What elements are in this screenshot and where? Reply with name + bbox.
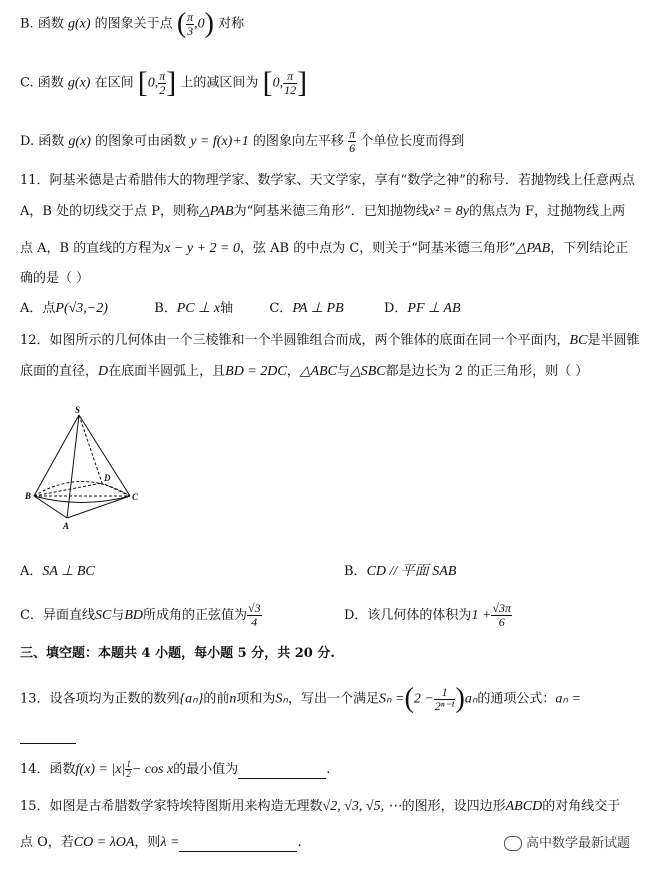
math: P(√3,−2): [55, 301, 108, 316]
text: 的对角线交于: [542, 799, 621, 814]
math: − cos x: [131, 762, 174, 777]
q13-answer-line: [20, 726, 76, 744]
option-label: D.: [20, 134, 35, 149]
math: 1 +: [471, 608, 492, 623]
text: ，下列结论正: [550, 241, 629, 256]
text: 的图象关于点: [94, 16, 173, 32]
text: 都是边长为 2 的正三角形，则（ ）: [385, 364, 589, 379]
answer-blank[interactable]: [20, 729, 76, 744]
bracket-open: [: [262, 66, 273, 99]
fraction-num: π: [187, 9, 194, 24]
label-s: S: [75, 405, 81, 415]
text: ，则: [134, 835, 161, 850]
text: 轴: [220, 301, 234, 316]
math: 0,: [147, 75, 159, 91]
pyramid-figure: [22, 405, 152, 535]
edge-sc: [79, 415, 130, 496]
text: 的前: [203, 691, 230, 707]
math: g(x): [68, 134, 91, 149]
answer-blank[interactable]: [179, 837, 297, 852]
paren-open: (: [404, 683, 414, 714]
fraction-num: √3π: [492, 601, 511, 615]
q11-line4: [20, 270, 89, 288]
text: 的焦点为 F，过抛物线上两: [468, 204, 626, 219]
q15-line1: [20, 798, 620, 816]
text: .: [297, 835, 302, 850]
text: 个单位长度而得到: [360, 134, 465, 149]
paren-open: (: [176, 8, 187, 39]
text: 12．如图所示的几何体由一个三棱锥和一个半圆锥组合而成，两个锥体的底面在同一个平面内，: [20, 333, 570, 348]
math: BD: [124, 608, 143, 623]
math: △SBC: [349, 364, 386, 379]
watermark: [504, 832, 630, 851]
option-label: B．: [344, 564, 367, 579]
edge-sb: [34, 415, 79, 496]
math: y = f(x)+1: [190, 134, 249, 149]
text: ，: [286, 364, 300, 379]
fraction: [283, 70, 297, 97]
text: 是半圆锥: [587, 333, 640, 348]
math: 2 −: [413, 691, 434, 707]
math: g(x): [67, 75, 91, 91]
fraction-den: 2ⁿ⁻¹: [434, 698, 455, 713]
option-label: C．: [269, 301, 293, 316]
edge-bd: [34, 483, 102, 496]
text: 点 O，若: [20, 835, 74, 850]
math: PF ⊥ AB: [407, 301, 461, 316]
text: 在底面半圆弧上，且: [108, 364, 226, 379]
answer-blank[interactable]: [238, 764, 326, 779]
text: 对称: [218, 16, 245, 32]
math: √2, √3, √5, ⋯: [322, 799, 402, 814]
math: Sₙ: [275, 691, 288, 707]
math: n: [229, 691, 237, 707]
fraction: [186, 11, 194, 38]
label-b: B: [25, 491, 32, 501]
q12-line1: [20, 332, 639, 350]
text: 项和为: [236, 691, 276, 707]
math: △PAB: [198, 204, 234, 219]
semicircle-back-arc: [34, 482, 130, 497]
math: x − y + 2 = 0: [164, 241, 240, 256]
text: 点 A，B 的直线的方程为: [20, 241, 165, 256]
option-label: B．: [154, 301, 177, 316]
q11-options: [20, 300, 461, 318]
edge-ac: [67, 496, 130, 518]
fraction: [348, 128, 356, 155]
q12-option-b: [344, 563, 456, 581]
text: ，弦 AB 的中点为 C，则关于“阿基米德三角形”: [240, 241, 516, 256]
math: x² = 8y: [428, 204, 469, 219]
math: BC: [569, 333, 588, 348]
text: A，B 处的切线交于点 P，则称: [20, 204, 199, 219]
q11-line2: [20, 203, 625, 221]
math: ,0: [194, 16, 205, 32]
fraction-num: π: [349, 127, 356, 141]
bracket-close: ]: [297, 66, 308, 99]
option-label: B.: [20, 16, 34, 32]
math: CD // 平面 SAB: [366, 564, 457, 579]
q15-line2: [20, 834, 302, 852]
fraction-den: 3: [187, 23, 194, 38]
math: △PAB: [515, 241, 551, 256]
bracket-close: ]: [166, 66, 177, 99]
text: 13．设各项均为正数的数列: [20, 691, 180, 707]
fraction: [247, 602, 262, 629]
text: 14．函数: [20, 762, 76, 777]
q12-option-c: [20, 602, 262, 629]
wechat-icon: [504, 836, 522, 851]
math: g(x): [67, 16, 91, 32]
fraction-num: π: [283, 70, 297, 84]
math: SC: [94, 608, 112, 623]
text: D．该几何体的体积为: [344, 608, 472, 623]
option-label: C.: [20, 75, 34, 91]
math: λ =: [160, 835, 180, 850]
text: 所成角的正弦值为: [142, 608, 247, 623]
text: 的图象可由函数: [95, 134, 187, 149]
q11-line1: [20, 172, 635, 190]
fraction-den: 2: [126, 769, 131, 779]
text: 确的是（ ）: [20, 271, 90, 286]
fraction-num: √3: [248, 601, 261, 615]
math: △ABC: [299, 364, 337, 379]
text: 在区间: [94, 75, 134, 91]
edge-sd: [79, 415, 102, 483]
fraction-den: 4: [251, 615, 258, 629]
label-d: D: [104, 473, 111, 483]
math: D: [98, 364, 109, 379]
option-b-line: [20, 10, 244, 38]
text: 与: [336, 364, 350, 379]
option-label: A．: [20, 564, 43, 579]
math: Sₙ =: [378, 691, 405, 707]
text: 的图象向左平移: [252, 134, 344, 149]
option-label: D．: [383, 301, 408, 316]
text: 的图形，设四边形: [401, 799, 506, 814]
label-a: A: [63, 521, 70, 531]
text: ，写出一个满足: [287, 691, 379, 707]
fraction-den: 6: [498, 615, 505, 629]
option-label: A．点: [20, 301, 56, 316]
math: PC ⊥ x: [176, 301, 221, 316]
math: BD = 2DC: [225, 364, 287, 379]
math: aₙ =: [555, 691, 581, 707]
section-heading: 三、填空题：本题共 4 小题，每小题 5 分，共 20 分.: [20, 646, 335, 661]
q13-line1: [20, 685, 581, 713]
paren-close: ): [455, 683, 465, 714]
math: SA ⊥ BC: [42, 564, 95, 579]
option-c-line: [20, 68, 307, 98]
text: 与: [111, 608, 125, 623]
text: .: [326, 762, 331, 777]
text: 11．阿基米德是古希腊伟大的物理学家、数学家、天文学家，享有“数学之神”的称号．若抛物线上任意两点: [20, 173, 635, 188]
text: 函数: [37, 75, 64, 91]
fraction-den: 2: [159, 82, 166, 97]
math: {aₙ}: [179, 691, 204, 707]
option-d-line: [20, 128, 464, 155]
math: f(x) = |x|: [75, 762, 126, 777]
bracket-open: [: [137, 66, 148, 99]
fraction-den: 6: [349, 141, 356, 155]
math: PA ⊥ PB: [292, 301, 344, 316]
text: 函数: [38, 134, 65, 149]
q14-line: [20, 760, 330, 779]
math: 0,: [272, 75, 284, 91]
text: 的通项公式：: [477, 691, 556, 707]
q11-line3: [20, 240, 628, 258]
math: ABCD: [505, 799, 543, 814]
text: 15．如图是古希腊数学家特埃特图斯用来构造无理数: [20, 799, 323, 814]
math: aₙ: [464, 691, 478, 707]
q12-line2: [20, 363, 588, 381]
fraction: [491, 602, 512, 629]
q12-option-d: [344, 602, 512, 629]
math: CO = λOA: [73, 835, 135, 850]
text: 的最小值为: [173, 762, 239, 777]
fraction-den: 12: [284, 82, 297, 97]
watermark-text: 高中数学最新试题: [525, 836, 630, 851]
text: 上的减区间为: [180, 75, 259, 91]
fraction: [434, 686, 456, 713]
fraction-num: 1: [126, 759, 131, 769]
text: 为“阿基米德三角形”．已知抛物线: [233, 204, 429, 219]
text: 函数: [37, 16, 64, 32]
q12-option-a: [20, 563, 95, 581]
label-c: C: [132, 492, 139, 502]
paren-close: ): [204, 8, 214, 39]
fraction-num: π: [159, 68, 166, 83]
text: C．异面直线: [20, 608, 95, 623]
fraction-num: 1: [434, 686, 456, 700]
text: 底面的直径，: [20, 364, 99, 379]
